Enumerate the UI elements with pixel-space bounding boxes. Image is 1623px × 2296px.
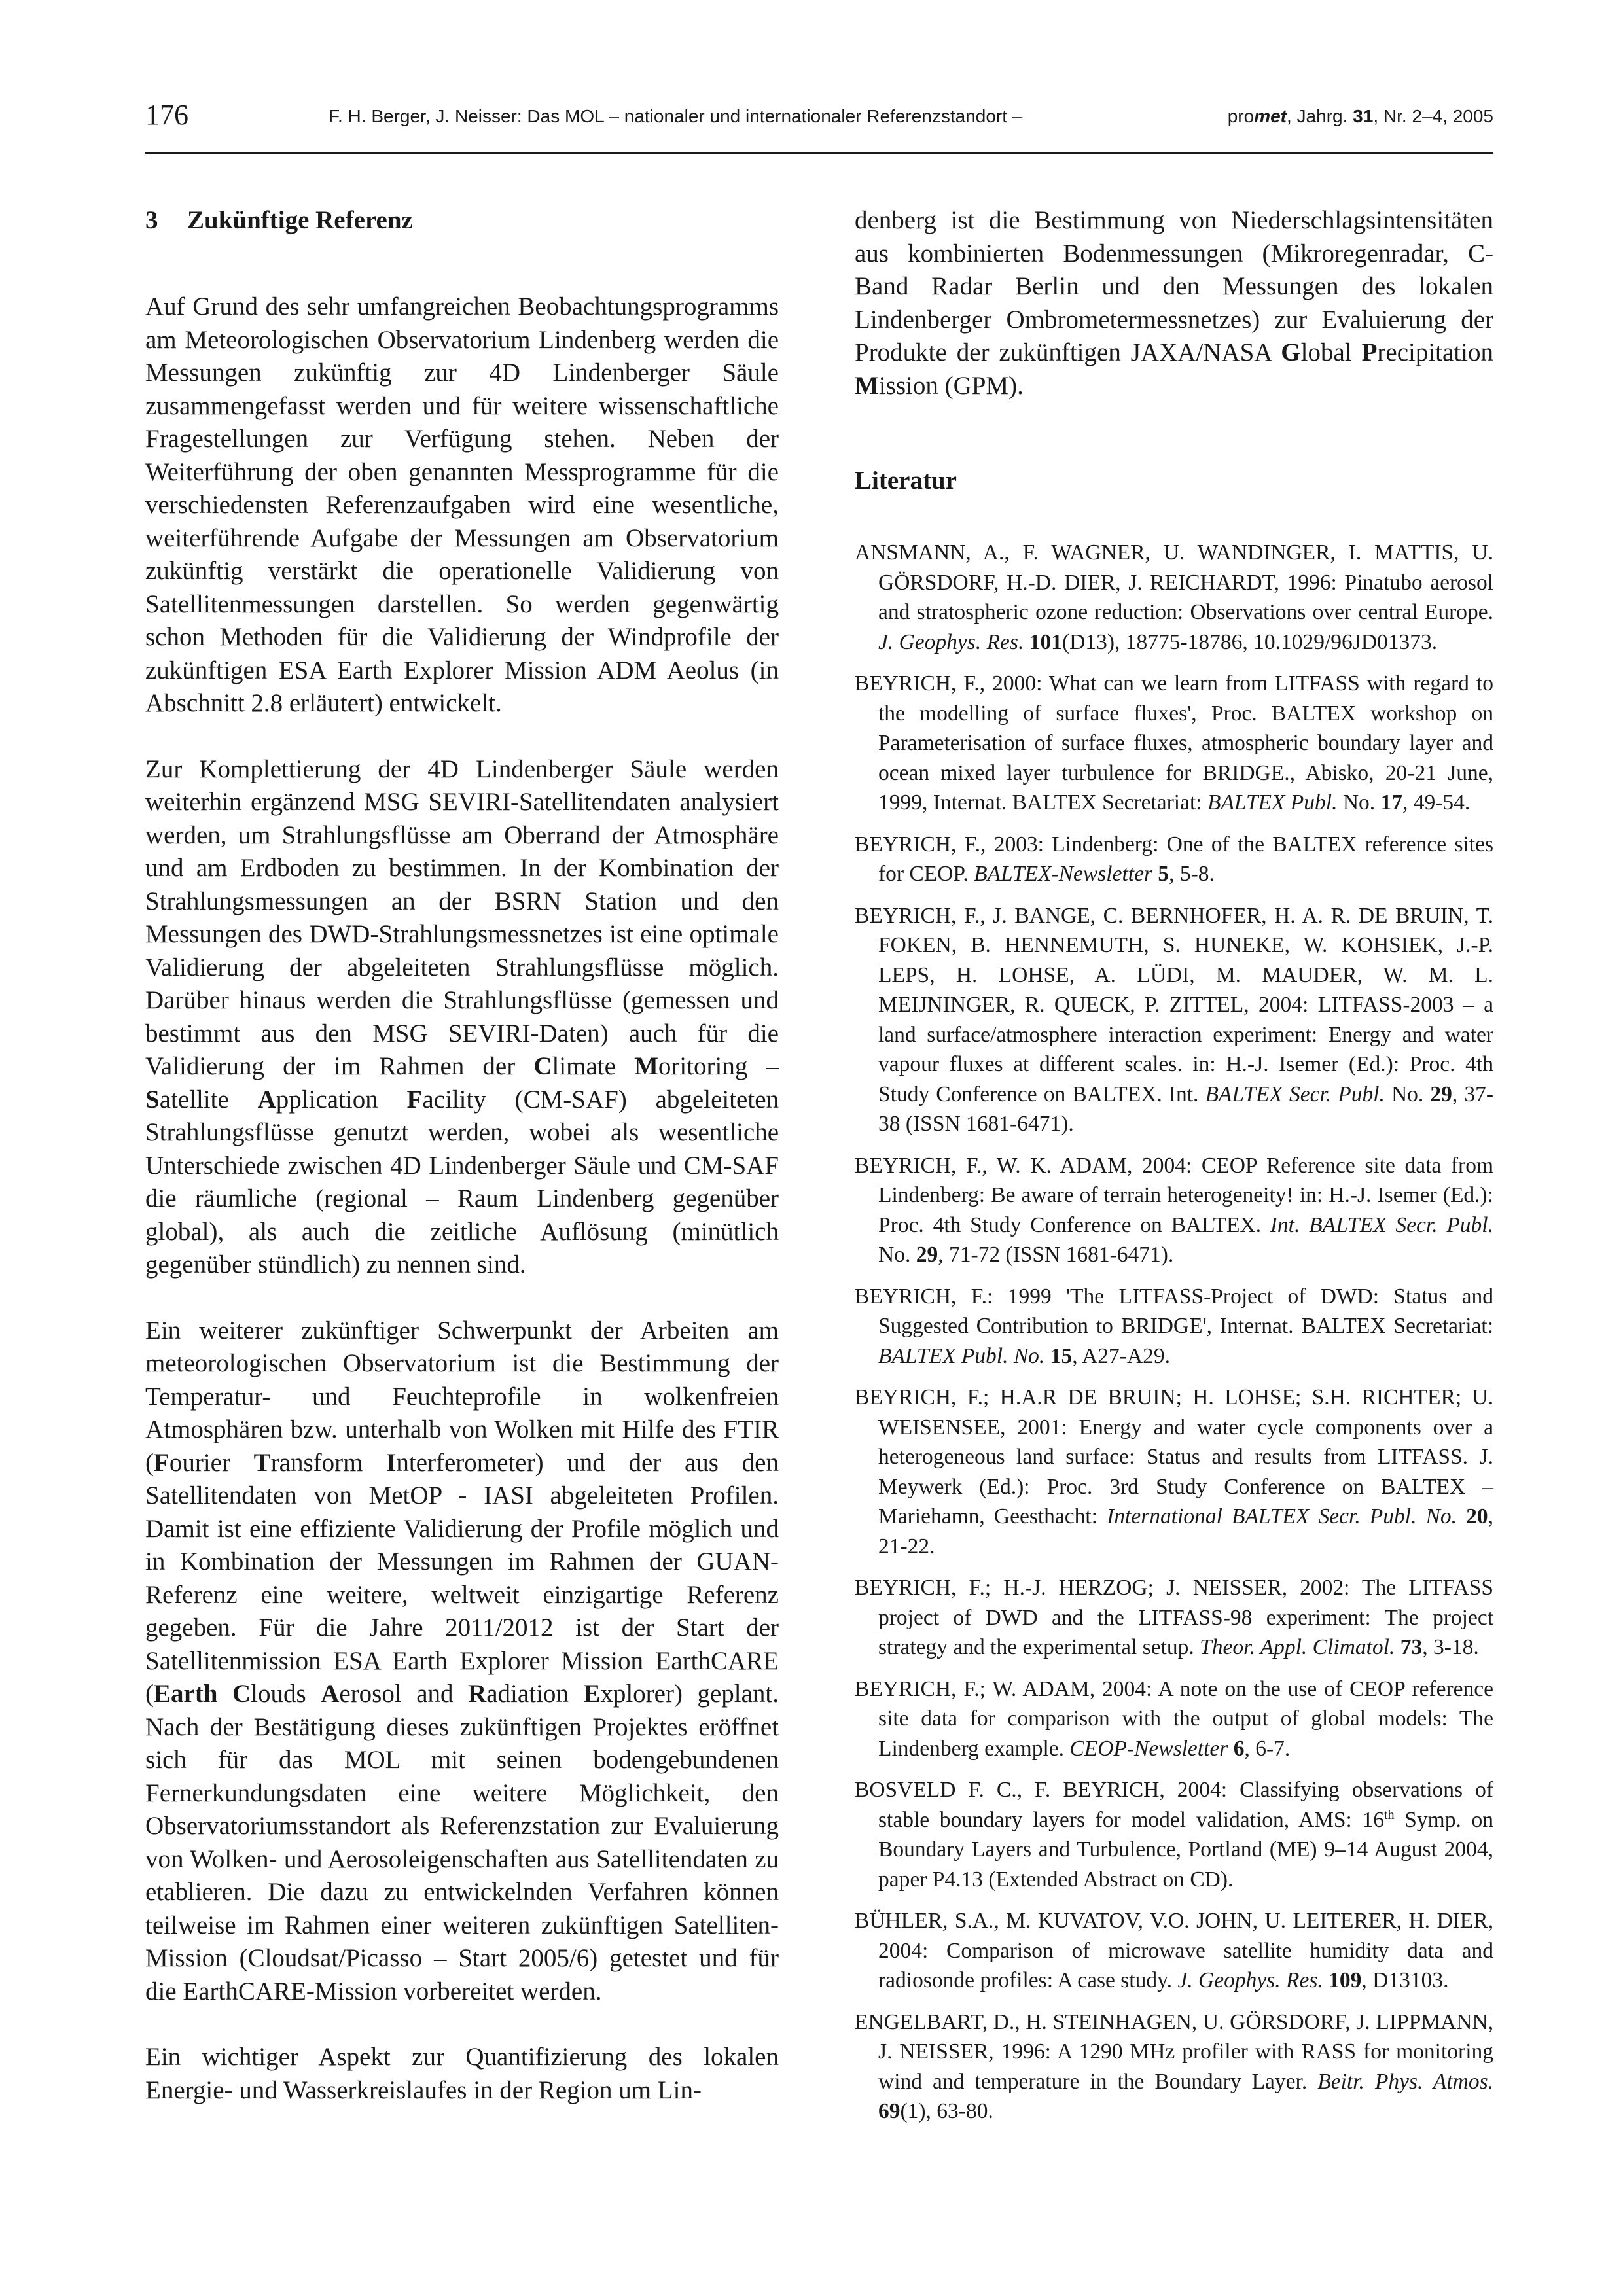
- header-rule: [145, 152, 1493, 154]
- reference-item: BEYRICH, F., J. BANGE, C. BERNHOFER, H. A. R. DE BRUIN, T. FOKEN, B. HENNEMUTH, S. HUNEKE, W. KOHSIEK, J.-P. LEPS, H. LOHSE, A. LÜDI, M. MAUDER, W. M. L. MEIJNINGER, R. QUECK, P. ZITTEL, 2004: LITFASS-2003 – a land surface/atmosphere interaction experiment: Energy and water vapour fluxes at different scales. in: H.-J. Isemer (Ed.): Proc. 4th Study Conference on BALTEX. Int. BALTEX Secr. Publ. No. 29, 37-38 (ISSN 1681-6471).: [855, 903, 1493, 1136]
- section-title: Zukünftige Referenz: [187, 206, 413, 234]
- paragraph-4: Ein wichtiger Aspekt zur Quantifizierung des lokalen Energie- und Wasserkreislaufes in der Region um Lin-: [145, 2043, 779, 2104]
- paragraph-1: Auf Grund des sehr umfangreichen Beobachtungsprogramms am Meteorologischen Observatorium Lindenberg werden die Messungen zukünftig zur 4D Lindenberger Säule zusammengefasst werden und für weitere wissenschaftliche Fragestellungen zur Verfügung stehen. Neben der Weiterführung der oben genannten Messprogramme für die verschiedensten Referenzaufgaben wird eine wesentliche, weiterführende Aufgabe der Messungen am Observatorium zukünftig verstärkt die operationelle Validierung von Satellitenmessungen darstellen. So werden gegenwärtig schon Methoden für die Validierung der Windprofile der zukünftigen ESA Earth Explorer Mission ADM Aeolus (in Abschnitt 2.8 erläutert) entwickelt.: [145, 292, 779, 717]
- reference-item: ENGELBART, D., H. STEINHAGEN, U. GÖRSDORF, J. LIPPMANN, J. NEISSER, 1996: A 1290 MHz profiler with RASS for monitoring wind and temperature in the Boundary Layer. Beitr. Phys. Atmos. 69(1), 63-80.: [855, 2009, 1493, 2123]
- reference-item: BEYRICH, F.; W. ADAM, 2004: A note on the use of CEOP reference site data for comparison with the output of global models: The Lindenberg example. CEOP-Newsletter 6, 6-7.: [855, 1676, 1493, 1761]
- paragraph-continued: denberg ist die Bestimmung von Niederschlagsintensitäten aus kombinierten Bodenmessungen (Mikroregenradar, C-Band Radar Berlin und den Messungen des lokalen Lindenberger Ombrometermessnetzes) zur Evaluierung der Produkte der zukünftigen JAXA/NASA Global Precipitation Mission (GPM).: [855, 206, 1494, 400]
- reference-item: BEYRICH, F.: 1999 'The LITFASS-Project of DWD: Status and Suggested Contribution to BRIDGE', Internat. BALTEX Secretariat: BALTEX Publ. No. 15, A27-A29.: [855, 1284, 1493, 1368]
- reference-list: [855, 538, 1493, 2127]
- running-header: [145, 98, 1493, 150]
- page-number: 176: [145, 99, 188, 131]
- reference-item: BOSVELD F. C., F. BEYRICH, 2004: Classifying observations of stable boundary layers for model validation, AMS: 16th Symp. on Boundary Layers and Turbulence, Portland (ME) 9–14 August 2004, paper P4.13 (Extended Abstract on CD).: [855, 1778, 1493, 1892]
- literature-heading: Literatur: [855, 467, 957, 495]
- section-heading: [145, 204, 779, 237]
- left-column: [145, 204, 779, 2107]
- reference-item: BEYRICH, F.; H.A.R DE BRUIN; H. LOHSE; S.H. RICHTER; U. WEISENSEE, 2001: Energy and water cycle components over a heterogeneous land surface: Status and results from LITFASS. J. Meywerk (Ed.): Proc. 3rd Study Conference on BALTEX – Mariehamn, Geesthacht: International BALTEX Secr. Publ. No. 20, 21-22.: [855, 1385, 1493, 1559]
- reference-item: BEYRICH, F.; H.-J. HERZOG; J. NEISSER, 2002: The LITFASS project of DWD and the LITFASS-98 experiment: The project strategy and the experimental setup. Theor. Appl. Climatol. 73, 3-18.: [855, 1576, 1493, 1659]
- running-title: F. H. Berger, J. Neisser: Das MOL – nationaler und internationaler Referenzstandort –: [329, 106, 1023, 126]
- reference-item: ANSMANN, A., F. WAGNER, U. WANDINGER, I. MATTIS, U. GÖRSDORF, H.-D. DIER, J. REICHARDT, 1996: Pinatubo aerosol and stratospheric ozone reduction: Observations over central Europe. J. Geophys. Res. 101(D13), 18775-18786, 10.1029/96JD01373.: [855, 540, 1493, 654]
- reference-item: BEYRICH, F., W. K. ADAM, 2004: CEOP Reference site data from Lindenberg: Be aware of terrain heterogeneity! in: H.-J. Isemer (Ed.): Proc. 4th Study Conference on BALTEX. Int. BALTEX Secr. Publ. No. 29, 71-72 (ISSN 1681-6471).: [855, 1153, 1493, 1267]
- paragraph-2: Zur Komplettierung der 4D Lindenberger Säule werden weiterhin ergänzend MSG SEVIRI-Satellitendaten analysiert werden, um Strahlungsflüsse am Oberrand der Atmosphäre und am Erdboden zu bestimmen. In der Kombination der Strahlungsmessungen an der BSRN Station und den Messungen des DWD-Strahlungsmessnetzes ist eine optimale Validierung der abgeleiteten Strahlungsflüsse möglich. Darüber hinaus werden die Strahlungsflüsse (gemessen und bestimmt aus den MSG SEVIRI-Daten) auch für die Validierung der im Rahmen der Climate Moritoring – Satellite Application Facility (CM-SAF) abgeleiteten Strahlungsflüsse genutzt werden, wobei als wesentliche Unterschiede zwischen 4D Lindenberger Säule und CM-SAF die räumliche (regional – Raum Lindenberg gegenüber global), als auch die zeitliche Auflösung (minütlich gegenüber stündlich) zu nennen sind.: [145, 754, 779, 1279]
- reference-item: BEYRICH, F., 2000: What can we learn from LITFASS with regard to the modelling of surface fluxes', Proc. BALTEX workshop on Parameterisation of surface fluxes, atmospheric boundary layer and ocean mixed layer turbulence for BRIDGE., Abisko, 20-21 June, 1999, Internat. BALTEX Secretariat: BALTEX Publ. No. 17, 49-54.: [855, 671, 1493, 815]
- reference-item: BÜHLER, S.A., M. KUVATOV, V.O. JOHN, U. LEITERER, H. DIER, 2004: Comparison of microwave satellite humidity data and radiosonde profiles: A case study. J. Geophys. Res. 109, D13103.: [855, 1909, 1493, 1992]
- paragraph-3: Ein weiterer zukünftiger Schwerpunkt der Arbeiten am meteorologischen Observatorium ist die Bestimmung der Temperatur- und Feuchteprofile in wolkenfreien Atmosphären bzw. unterhalb von Wolken mit Hilfe des FTIR (Fourier Transform Interferometer) und der aus den Satellitendaten von MetOP - IASI abgeleiteten Profilen. Damit ist eine effiziente Validierung der Profile möglich und in Kombination der Messungen im Rahmen der GUAN-Referenz eine weitere, weltweit einzigartige Referenz gegeben. Für die Jahre 2011/2012 ist der Start der Satellitenmission ESA Earth Explorer Mission EarthCARE (Earth Clouds Aerosol and Radiation Explorer) geplant. Nach der Bestätigung dieses zukünftigen Projektes eröffnet sich für das MOL mit seinen bodengebundenen Fernerkundungsdaten eine weitere Möglichkeit, den Observatoriumsstandort als Referenzstation zur Evaluierung von Wolken- und Aerosoleigenschaften aus Satellitendaten zu etablieren. Die dazu zu entwickelnden Verfahren können teilweise im Rahmen einer weiteren zukünftigen Satelliten-Mission (Cloudsat/Picasso – Start 2005/6) getestet und für die EarthCARE-Mission vorbereitet werden.: [145, 1316, 779, 2005]
- reference-item: BEYRICH, F., 2003: Lindenberg: One of the BALTEX reference sites for CEOP. BALTEX-Newsletter 5, 5-8.: [855, 832, 1493, 886]
- right-column: [855, 204, 1493, 2138]
- journal-citation: promet, Jahrg. 31, Nr. 2–4, 2005: [1227, 106, 1493, 126]
- section-number: 3: [145, 206, 158, 234]
